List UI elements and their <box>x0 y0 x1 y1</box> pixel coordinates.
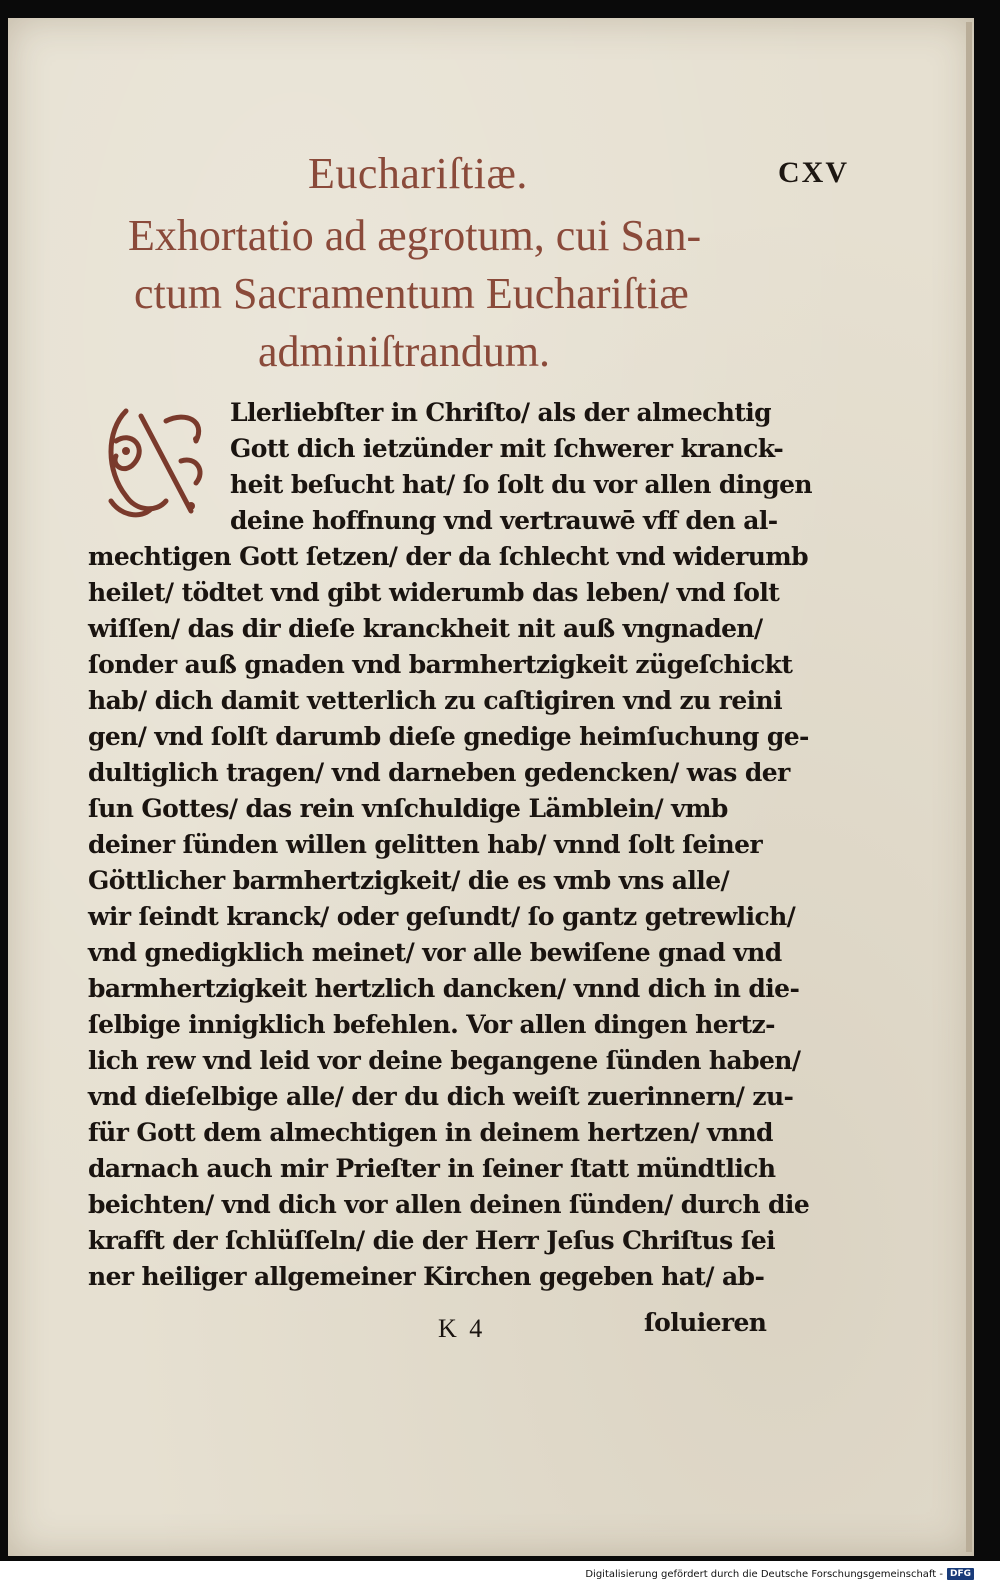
decorated-initial-letter <box>96 401 218 525</box>
text-line: beichten/ vnd dich vor allen deinen ſünden/ durch die <box>88 1190 810 1219</box>
title-line-3: adminiſtrandum. <box>258 327 551 376</box>
text-line: vnd dieſelbige alle/ der du dich weiſt zuerinnern/ zu- <box>88 1082 794 1111</box>
page-edge <box>966 22 972 1552</box>
text-line: wiſſen/ das dir dieſe kranckheit nit auß vngnaden/ <box>88 614 763 643</box>
text-line: heit beſucht hat/ ſo ſolt du vor allen dingen <box>230 470 812 499</box>
text-line: gen/ vnd ſolſt darumb dieſe gnedige heimſuchung ge- <box>88 722 809 751</box>
dfg-logo: DFG <box>947 1568 974 1580</box>
text-line: barmhertzigkeit hertzlich dancken/ vnnd dich in die- <box>88 974 800 1003</box>
title-line-2: ctum Sacramentum Euchariſtiæ <box>134 269 689 318</box>
text-line: ſun Gottes/ das rein vnſchuldige Lämblein/ vmb <box>88 794 728 823</box>
text-line: Gott dich ietzünder mit ſchwerer kranck- <box>230 434 784 463</box>
text-line: vnd gnedigklich meinet/ vor alle bewiſene gnad vnd <box>88 938 782 967</box>
text-line: Llerliebſter in Chriſto/ als der almechtig <box>230 398 772 427</box>
decorated-initial <box>96 401 218 525</box>
title-line-1: Exhortatio ad ægrotum, cui San- <box>128 211 702 260</box>
text-line: krafft der ſchlüſſeln/ die der Herr Jeſus Chriſtus ſei <box>88 1226 776 1255</box>
text-line: deine hoffnung vnd vertrauwē vff den al- <box>230 506 778 535</box>
text-line: für Gott dem almechtigen in deinem hertzen/ vnnd <box>88 1118 773 1147</box>
text-line: lich rew vnd leid vor deine begangene ſünden haben/ <box>88 1046 801 1075</box>
footer-text: Digitalisierung gefördert durch die Deutsche Forschungsgemeinschaft - <box>585 1568 943 1580</box>
text-line: wir ſeindt kranck/ oder geſundt/ ſo gantz getrewlich/ <box>88 902 796 931</box>
signature-mark: K 4 <box>438 1314 486 1343</box>
text-line: ſonder auß gnaden vnd barmhertzigkeit zügeſchickt <box>88 650 793 679</box>
running-head: Euchariſtiæ. <box>308 149 528 198</box>
text-line: darnach auch mir Prieſter in ſeiner ſtatt mündtlich <box>88 1154 776 1183</box>
footer-credit <box>585 1568 974 1580</box>
text-line: hab/ dich damit vetterlich zu caſtigiren vnd zu reini <box>88 686 782 715</box>
text-line: dultiglich tragen/ vnd darneben gedencken/ was der <box>88 758 790 787</box>
text-line: ſelbige innigklich befehlen. Vor allen dingen hertz- <box>88 1010 775 1039</box>
text-line: heilet/ tödtet vnd gibt widerumb das leben/ vnd ſolt <box>88 578 780 607</box>
folio-number: CXV <box>778 156 849 189</box>
text-line: ner heiliger allgemeiner Kirchen gegeben hat/ ab- <box>88 1262 765 1291</box>
text-line: mechtigen Gott ſetzen/ der da ſchlecht vnd widerumb <box>88 542 809 571</box>
text-line: deiner ſünden willen gelitten hab/ vnnd ſolt ſeiner <box>88 830 763 859</box>
book-page <box>8 18 974 1556</box>
text-line: Göttlicher barmhertzigkeit/ die es vmb vns alle/ <box>88 866 730 895</box>
catchword: ſoluieren <box>644 1308 767 1337</box>
